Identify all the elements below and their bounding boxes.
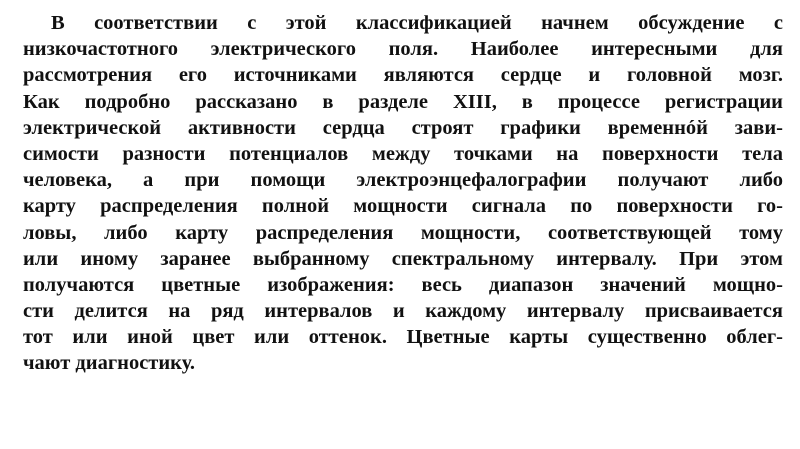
text-line: получаются цветные изображения: весь диапазон значений мощно- bbox=[23, 273, 783, 296]
text-line: тот или иной цвет или оттенок. Цветные карты существенно облег- bbox=[23, 326, 783, 349]
text-line: симости разности потенциалов между точками на поверхности тела bbox=[23, 142, 783, 165]
text-line: человека, а при помощи электроэнцефалографии получают либо bbox=[23, 169, 783, 192]
text-line: ловы, либо карту распределения мощности, соответствующей тому bbox=[23, 221, 783, 244]
text-line: Как подробно рассказано в разделе XIII, в процессе регистрации bbox=[23, 90, 783, 113]
text-line: или иному заранее выбранному спектральному интервалу. При этом bbox=[23, 247, 783, 270]
text-line: В соответствии с этой классификацией начнем обсуждение с bbox=[51, 12, 783, 34]
text-line: сти делится на ряд интервалов и каждому интервалу присваивается bbox=[23, 300, 783, 323]
text-line: чают диагностику. bbox=[23, 352, 196, 375]
text-line: электрической активности сердца строят графики временнóй зави- bbox=[23, 116, 783, 139]
text-line: карту распределения полной мощности сигнала по поверхности го- bbox=[23, 195, 783, 218]
text-line: низкочастотного электрического поля. Наиболее интересными для bbox=[23, 38, 783, 61]
paragraph bbox=[23, 10, 783, 377]
text-line: рассмотрения его источниками являются сердце и головной мозг. bbox=[23, 64, 783, 87]
